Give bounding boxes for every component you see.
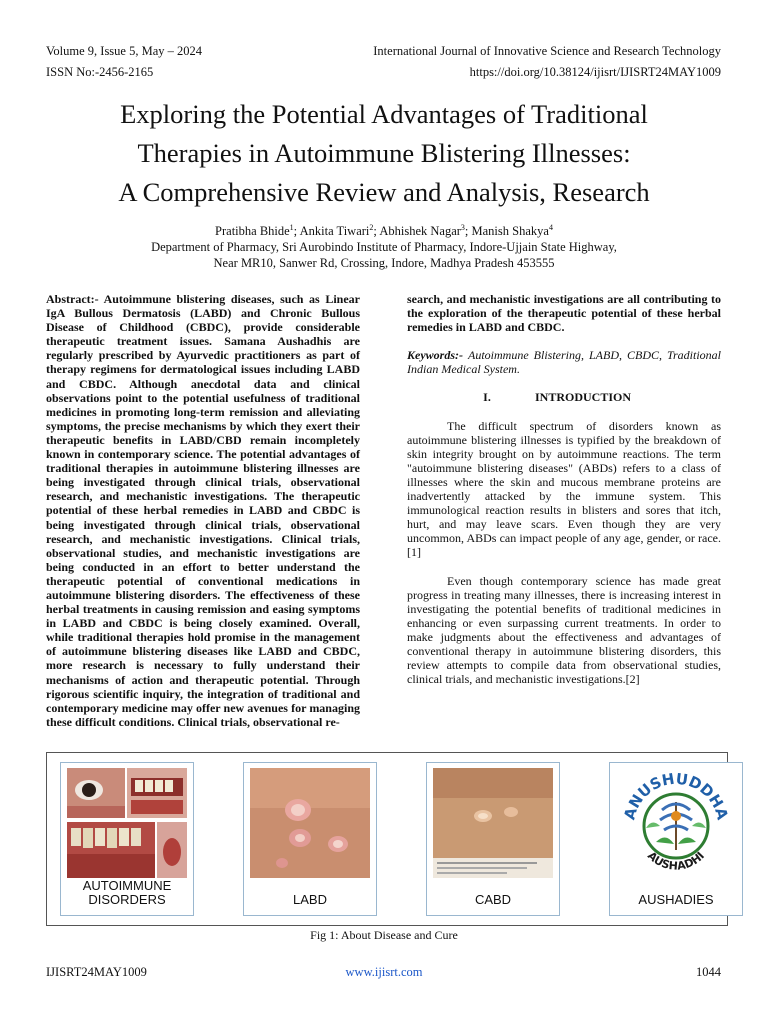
cabd-skin-photo (433, 768, 553, 878)
right-column (407, 292, 721, 700)
title-line: A Comprehensive Review and Analysis, Research (118, 177, 650, 207)
volume-info: Volume 9, Issue 5, May – 2024 (46, 44, 203, 58)
author-name: Manish Shakya (471, 224, 549, 239)
keywords-text: Autoimmune Blistering, LABD, CBDC, Traditional Indian Medical System. (407, 348, 721, 377)
author-affil-mark: 4 (548, 223, 553, 232)
section-heading (407, 390, 721, 404)
doi-link[interactable]: https://doi.org/10.38124/ijisrt/IJISRT24MAY1009 (469, 65, 721, 79)
clinical-photo-collage (67, 768, 187, 878)
body-paragraph: The difficult spectrum of disorders known as autoimmune blistering illnesses is typified by the breakdown of skin integrity brought on by autoimmune reactions. The term "autoimmune blistering diseases" (ABDs) refers to a class of illnesses where the skin and mucous membrane proteins are inadvertently attacked by the immune system. This immunological reaction results in blisters and sores that itch, hurt, and may leave scars. Even though they are very uncommon, ABDs can impact people of any age, gender, or race.[1] (407, 418, 721, 560)
abstract-continuation: search, and mechanistic investigations are all contributing to the exploration of the therapeutic potential of these herbal remedies in LABD and CBDC. (407, 292, 721, 335)
panel-label-line: DISORDERS (88, 892, 166, 907)
author-sep: ; (373, 224, 380, 239)
panel-label-line: LABD (293, 892, 327, 907)
panel-label (244, 893, 376, 907)
figure-panel-labd (243, 762, 377, 916)
footer-website-link[interactable]: www.ijisrt.com (345, 965, 423, 979)
page-number: 1044 (696, 965, 721, 979)
author-name: Abhishek Nagar (379, 224, 461, 239)
panel-label (427, 893, 559, 907)
left-column (46, 292, 360, 729)
footer-paper-id: IJISRT24MAY1009 (46, 965, 147, 979)
author-sep: ; (464, 224, 472, 239)
affiliation-line: Near MR10, Sanwer Rd, Crossing, Indore, Madhya Pradesh 453555 (213, 256, 555, 271)
author-affil-mark: 2 (369, 223, 374, 232)
figure-panel-aushadies (609, 762, 743, 916)
section-title: INTRODUCTION (535, 390, 632, 405)
title-line: Therapies in Autoimmune Blistering Illnesses: (137, 138, 631, 168)
title-line: Exploring the Potential Advantages of Traditional (120, 99, 648, 129)
figure-panel-autoimmune (60, 762, 194, 916)
author-block (60, 220, 708, 271)
abstract-text: Abstract:- Autoimmune blistering diseases, such as Linear IgA Bullous Dermatosis (LABD) and Chronic Bullous Disease of Childhood (CBDC), provide considerable therapeutic treatment issues. Samana Aushadhis are regularly prescribed by Ayurvedic practitioners as part of therapy regimens for dermatological issues including LABD and CBDC. Although anecdotal data and clinical observations point to the potential usefulness of traditional medicines in promoting long-term remission and alleviating symptoms, the precise mechanisms by which they exert their therapeutic benefits in LABD/CBD remain incompletely known in contemporary science. The potential advantages of traditional therapies in autoimmune blistering illnesses are being investigated through clinical trials, observational research, and mechanistic investigations. The therapeutic potential of these herbal remedies in LABD and CBDC is being investigated through clinical trials, observational research, and mechanistic investigations. Clinical trials, observational studies, and mechanistic investigations are being conducted in an effort to better understand the therapeutic potential of conventional medications in autoimmune blistering disorders. The effectiveness of these herbal treatments in causing remission and easing symptoms in LABD and CBDC is being closely examined. Overall, while traditional therapies hold promise in the management of autoimmune blistering diseases like LABD and CBDC, more research is necessary to fully understand their mechanisms of action and therapeutic potential. Through rigorous scientific inquiry, the integration of traditional and contemporary medicine may offer new avenues for managing these difficult conditions. Clinical trials, observational re- (46, 292, 360, 729)
logo-text: ANUSHUDDHA (620, 769, 732, 822)
body-paragraph: Even though contemporary science has made great progress in treating many illnesses, there is increasing interest in investigating the potential benefits of traditional medicines in enhancing or even surpassing current treatments. In order to make judgments about the effectiveness and advantages of conventional therapy in autoimmune blistering disorders, this review attempts to compile data from observational studies, clinical trials, and mechanistic investigations.[2] (407, 573, 721, 687)
affiliation-line: Department of Pharmacy, Sri Aurobindo Institute of Pharmacy, Indore-Ujjain State Highway, (151, 240, 617, 255)
panel-label-line: CABD (474, 892, 512, 907)
panel-label (61, 879, 193, 907)
author-sep: ; (293, 224, 300, 239)
logo-subtext: AUSHADHI (644, 849, 708, 873)
journal-name: International Journal of Innovative Science and Research Technology (373, 44, 721, 58)
figure-caption: Fig 1: About Disease and Cure (310, 928, 458, 942)
keywords (407, 348, 721, 376)
author-name: Ankita Tiwari (299, 224, 370, 239)
labd-skin-photo (250, 768, 370, 878)
panel-label-line: AUSHADIES (638, 892, 714, 907)
author-name: Pratibha Bhide (215, 224, 290, 239)
keywords-label: Keywords:- (407, 348, 463, 363)
panel-label-line: AUTOIMMUNE (82, 878, 172, 893)
issn: ISSN No:-2456-2165 (46, 65, 154, 79)
anushuddha-logo (616, 768, 736, 878)
paper-title (40, 95, 728, 212)
figure-panel-cabd (426, 762, 560, 916)
section-number: I. (483, 390, 491, 405)
author-affil-mark: 3 (460, 223, 465, 232)
figure-1 (46, 752, 732, 926)
panel-label (610, 893, 742, 907)
author-list (60, 220, 708, 239)
author-affil-mark: 1 (289, 223, 294, 232)
